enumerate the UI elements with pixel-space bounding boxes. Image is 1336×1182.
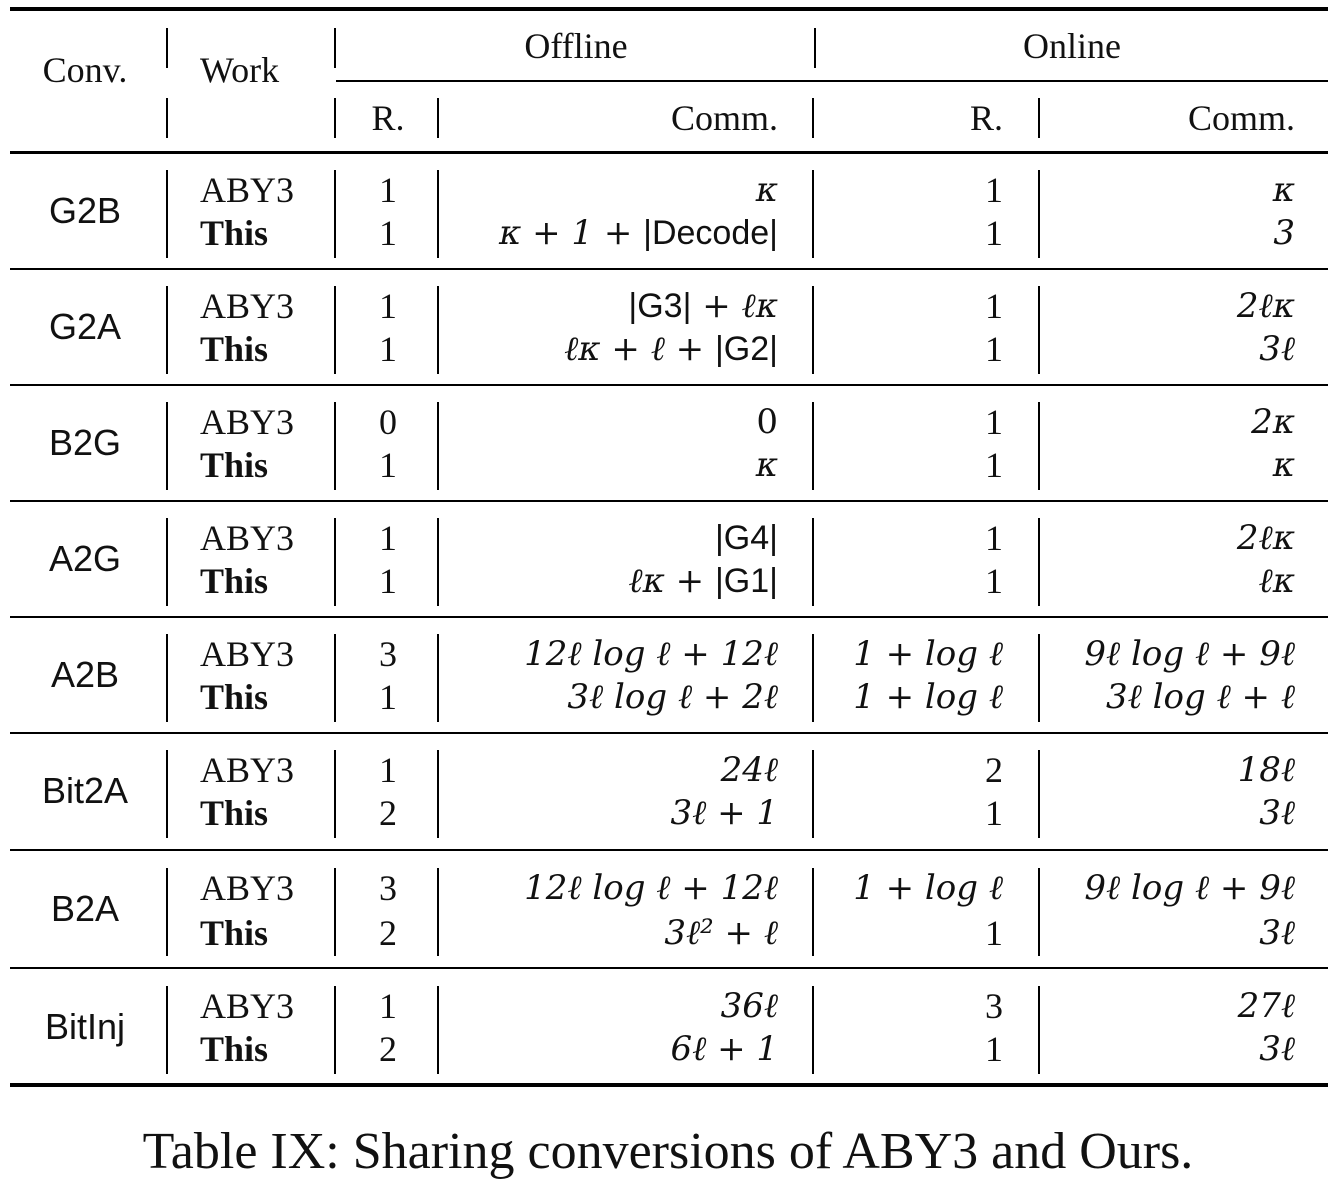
offline-rounds: 1	[379, 170, 397, 210]
cmidrule	[336, 80, 1328, 82]
offline-rounds: 2	[379, 913, 397, 953]
offline-rounds: 1	[379, 286, 397, 326]
online-rounds: 1	[985, 286, 1003, 326]
work-aby3: ABY3	[200, 750, 295, 790]
offline-rounds: 1	[379, 561, 397, 601]
offline-rounds: 1	[379, 750, 397, 790]
group-rule	[10, 616, 1328, 618]
conv-label: G2A	[48, 306, 122, 347]
group-rule	[10, 967, 1328, 969]
offline-comm: |G4|	[714, 519, 778, 557]
header-separator	[1038, 98, 1040, 138]
online-comm: 3	[1273, 213, 1295, 253]
work-aby3: ABY3	[200, 286, 295, 326]
online-rounds: 3	[985, 986, 1003, 1026]
offline-comm: κ	[755, 170, 778, 210]
work-this: This	[200, 677, 269, 717]
header-work: Work	[200, 50, 280, 90]
online-comm: 2ℓκ	[1236, 286, 1295, 326]
offline-rounds: 1	[379, 518, 397, 558]
online-rounds: 1 + log ℓ	[853, 868, 1003, 908]
work-aby3: ABY3	[200, 986, 295, 1026]
work-aby3: ABY3	[200, 634, 295, 674]
group-rule	[10, 384, 1328, 386]
offline-comm: ℓκ + ℓ + |G2|	[564, 329, 778, 369]
online-rounds: 1	[985, 518, 1003, 558]
online-comm: 9ℓ log ℓ + 9ℓ	[1084, 634, 1295, 674]
header-separator	[334, 98, 336, 138]
work-this: This	[200, 561, 269, 601]
header-online-rounds: R.	[969, 98, 1003, 138]
table-caption: Table IX: Sharing conversions of ABY3 and Ours.	[142, 1123, 1194, 1180]
online-comm: 3ℓ	[1259, 329, 1295, 369]
conv-label: Bit2A	[41, 770, 129, 811]
top-rule	[10, 7, 1328, 11]
online-comm: κ	[1272, 170, 1295, 210]
online-comm: 3ℓ	[1259, 913, 1295, 953]
offline-comm: 0	[756, 402, 778, 442]
work-this: This	[200, 793, 269, 833]
offline-comm: 12ℓ log ℓ + 12ℓ	[524, 868, 778, 908]
header-rule	[10, 151, 1328, 154]
work-this: This	[200, 329, 269, 369]
bottom-rule	[10, 1083, 1328, 1087]
group-rule	[10, 268, 1328, 270]
offline-rounds: 1	[379, 677, 397, 717]
offline-comm: 3ℓ + 1	[670, 793, 778, 833]
offline-rounds: 1	[379, 329, 397, 369]
work-this: This	[200, 213, 269, 253]
conv-label: A2B	[50, 654, 120, 695]
header-separator	[334, 28, 336, 68]
header-separator	[166, 28, 168, 68]
group-rule	[10, 849, 1328, 851]
online-comm: 2κ	[1251, 402, 1295, 442]
online-rounds: 1	[985, 561, 1003, 601]
online-rounds: 1	[985, 402, 1003, 442]
offline-comm: κ	[755, 445, 778, 485]
offline-rounds: 3	[379, 868, 397, 908]
offline-comm: ℓκ + |G1|	[628, 561, 778, 601]
online-rounds: 1	[985, 170, 1003, 210]
offline-rounds: 2	[379, 1029, 397, 1069]
offline-comm: 24ℓ	[720, 750, 778, 790]
header-offline: Offline	[524, 26, 628, 66]
work-this: This	[200, 445, 269, 485]
online-comm: 3ℓ log ℓ + ℓ	[1106, 677, 1295, 717]
online-rounds: 1	[985, 913, 1003, 953]
work-aby3: ABY3	[200, 868, 295, 908]
online-rounds: 1 + log ℓ	[853, 677, 1003, 717]
header-separator	[814, 28, 816, 68]
online-comm: 27ℓ	[1237, 986, 1295, 1026]
offline-rounds: 1	[379, 445, 397, 485]
online-comm: κ	[1272, 445, 1295, 485]
offline-comm: 3ℓ log ℓ + 2ℓ	[567, 677, 778, 717]
group-rule	[10, 732, 1328, 734]
offline-comm: κ + 1 + |Decode|	[499, 213, 778, 253]
offline-rounds: 1	[379, 213, 397, 253]
online-rounds: 1 + log ℓ	[853, 634, 1003, 674]
offline-comm: 6ℓ + 1	[670, 1029, 778, 1069]
conv-label: A2G	[48, 538, 122, 579]
header-online: Online	[1023, 26, 1121, 66]
online-comm: 3ℓ	[1259, 1029, 1295, 1069]
header-online-comm: Comm.	[1187, 98, 1295, 138]
offline-rounds: 1	[379, 986, 397, 1026]
offline-comm: 3ℓ² + ℓ	[664, 913, 778, 953]
work-aby3: ABY3	[200, 170, 295, 210]
header-separator	[437, 98, 439, 138]
online-rounds: 1	[985, 793, 1003, 833]
group-rule	[10, 500, 1328, 502]
online-comm: 3ℓ	[1259, 793, 1295, 833]
header-offline-rounds: R.	[371, 98, 405, 138]
online-rounds: 2	[985, 750, 1003, 790]
header-offline-comm: Comm.	[670, 98, 778, 138]
header-separator	[812, 98, 814, 138]
conv-label: BitInj	[44, 1006, 126, 1047]
work-aby3: ABY3	[200, 518, 295, 558]
header-conv: Conv.	[42, 50, 128, 90]
offline-rounds: 0	[379, 402, 397, 442]
conv-label: G2B	[48, 190, 122, 231]
online-rounds: 1	[985, 329, 1003, 369]
online-rounds: 1	[985, 1029, 1003, 1069]
offline-rounds: 3	[379, 634, 397, 674]
work-this: This	[200, 1029, 269, 1069]
online-comm: 9ℓ log ℓ + 9ℓ	[1084, 868, 1295, 908]
online-comm: ℓκ	[1258, 561, 1295, 601]
online-comm: 18ℓ	[1237, 750, 1295, 790]
online-comm: 2ℓκ	[1236, 518, 1295, 558]
work-aby3: ABY3	[200, 402, 295, 442]
offline-comm: |G3| + ℓκ	[628, 286, 778, 326]
offline-comm: 36ℓ	[720, 986, 778, 1026]
online-rounds: 1	[985, 213, 1003, 253]
online-rounds: 1	[985, 445, 1003, 485]
conv-label: B2A	[50, 888, 120, 929]
offline-rounds: 2	[379, 793, 397, 833]
work-this: This	[200, 913, 269, 953]
header-separator	[166, 98, 168, 138]
conv-label: B2G	[48, 422, 122, 463]
offline-comm: 12ℓ log ℓ + 12ℓ	[524, 634, 778, 674]
